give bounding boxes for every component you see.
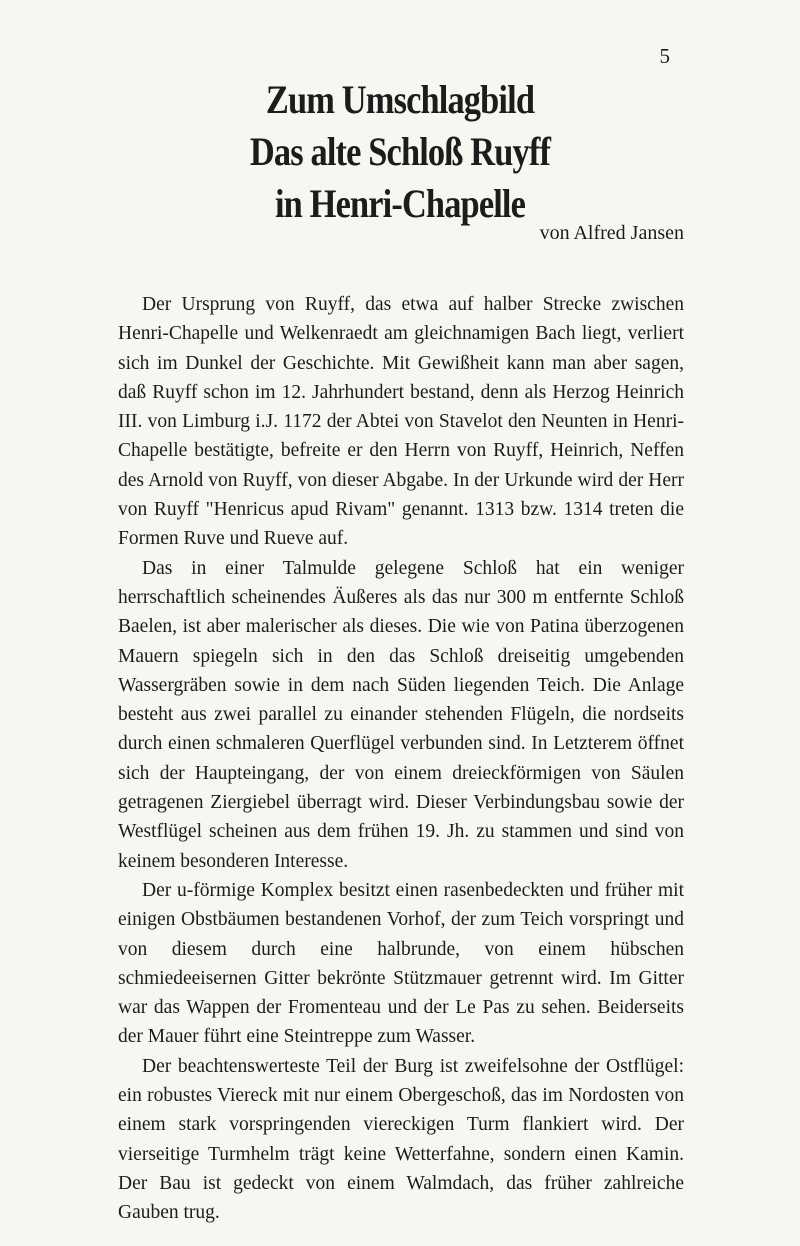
paragraph-3: Der u-förmige Komplex besitzt einen rasenbedeckten und früher mit einigen Obstbäumen bestandenen Vorhof, der zum Teich vorspringt und von diesem durch eine halbrunde, von einem hübschen schmiedeeisernen Gitter bekrönte Stützmauer getrennt wird. Im Gitter war das Wappen der Fromenteau und der Le Pas zu sehen. Beiderseits der Mauer führt eine Steintreppe zum Wasser. (118, 879, 684, 1048)
paragraph-4: Der beachtenswerteste Teil der Burg ist zweifelsohne der Ostflügel: ein robustes Viereck mit nur einem Obergeschoß, das im Nordosten von einem stark vorspringenden viereckigen Turm flankiert wird. Der vierseitige Turmhelm trägt keine Wetterfahne, sondern einen Kamin. Der Bau ist gedeckt von einem Walmdach, das früher zahlreiche Gauben trug. (118, 1055, 684, 1224)
title-line-3: in Henri-Chapelle (274, 181, 526, 226)
title-line-2: Das alte Schloß Ruyff (249, 129, 551, 174)
page-number: 5 (659, 44, 670, 68)
paragraph-1: Der Ursprung von Ruyff, das etwa auf halber Strecke zwischen Henri-Chapelle und Welkenraedt am gleichnamigen Bach liegt, verliert sich im Dunkel der Geschichte. Mit Gewißheit kann man aber sagen, daß Ruyff schon im 12. Jahrhundert bestand, denn als Herzog Heinrich III. von Limburg i.J. 1172 der Abtei von Stavelot den Neunten in Henri-Chapelle bestätigte, befreite er den Herrn von Ruyff, Heinrich, Neffen des Arnold von Ruyff, von dieser Abgabe. In der Urkunde wird der Herr von Ruyff "Henricus apud Rivam" genannt. 1313 bzw. 1314 treten die Formen Ruve und Rueve auf. (118, 294, 684, 550)
article-title (0, 74, 800, 230)
title-line-1: Zum Umschlagbild (265, 77, 535, 122)
author-byline: von Alfred Jansen (539, 222, 684, 244)
paragraph-2: Das in einer Talmulde gelegene Schloß hat ein weniger herrschaftlich scheinendes Äußeres als das nur 300 m entfernte Schloß Baelen, ist aber malerischer als dieses. Die wie von Patina überzogenen Mauern spiegeln sich in den das Schloß dreiseitig umgebenden Wassergräben sowie in dem nach Süden liegenden Teich. Die Anlage besteht aus zwei parallel zu einander stehenden Flügeln, die nordseits durch einen schmaleren Querflügel verbunden sind. In Letzterem öffnet sich der Haupteingang, der von einem dreieckförmigen von Säulen getragenen Ziergiebel überragt wird. Dieser Verbindungsbau sowie der Westflügel scheinen aus dem frühen 19. Jh. zu stammen und sind von keinem besonderen Interesse. (118, 557, 684, 872)
article-body (118, 290, 684, 1228)
